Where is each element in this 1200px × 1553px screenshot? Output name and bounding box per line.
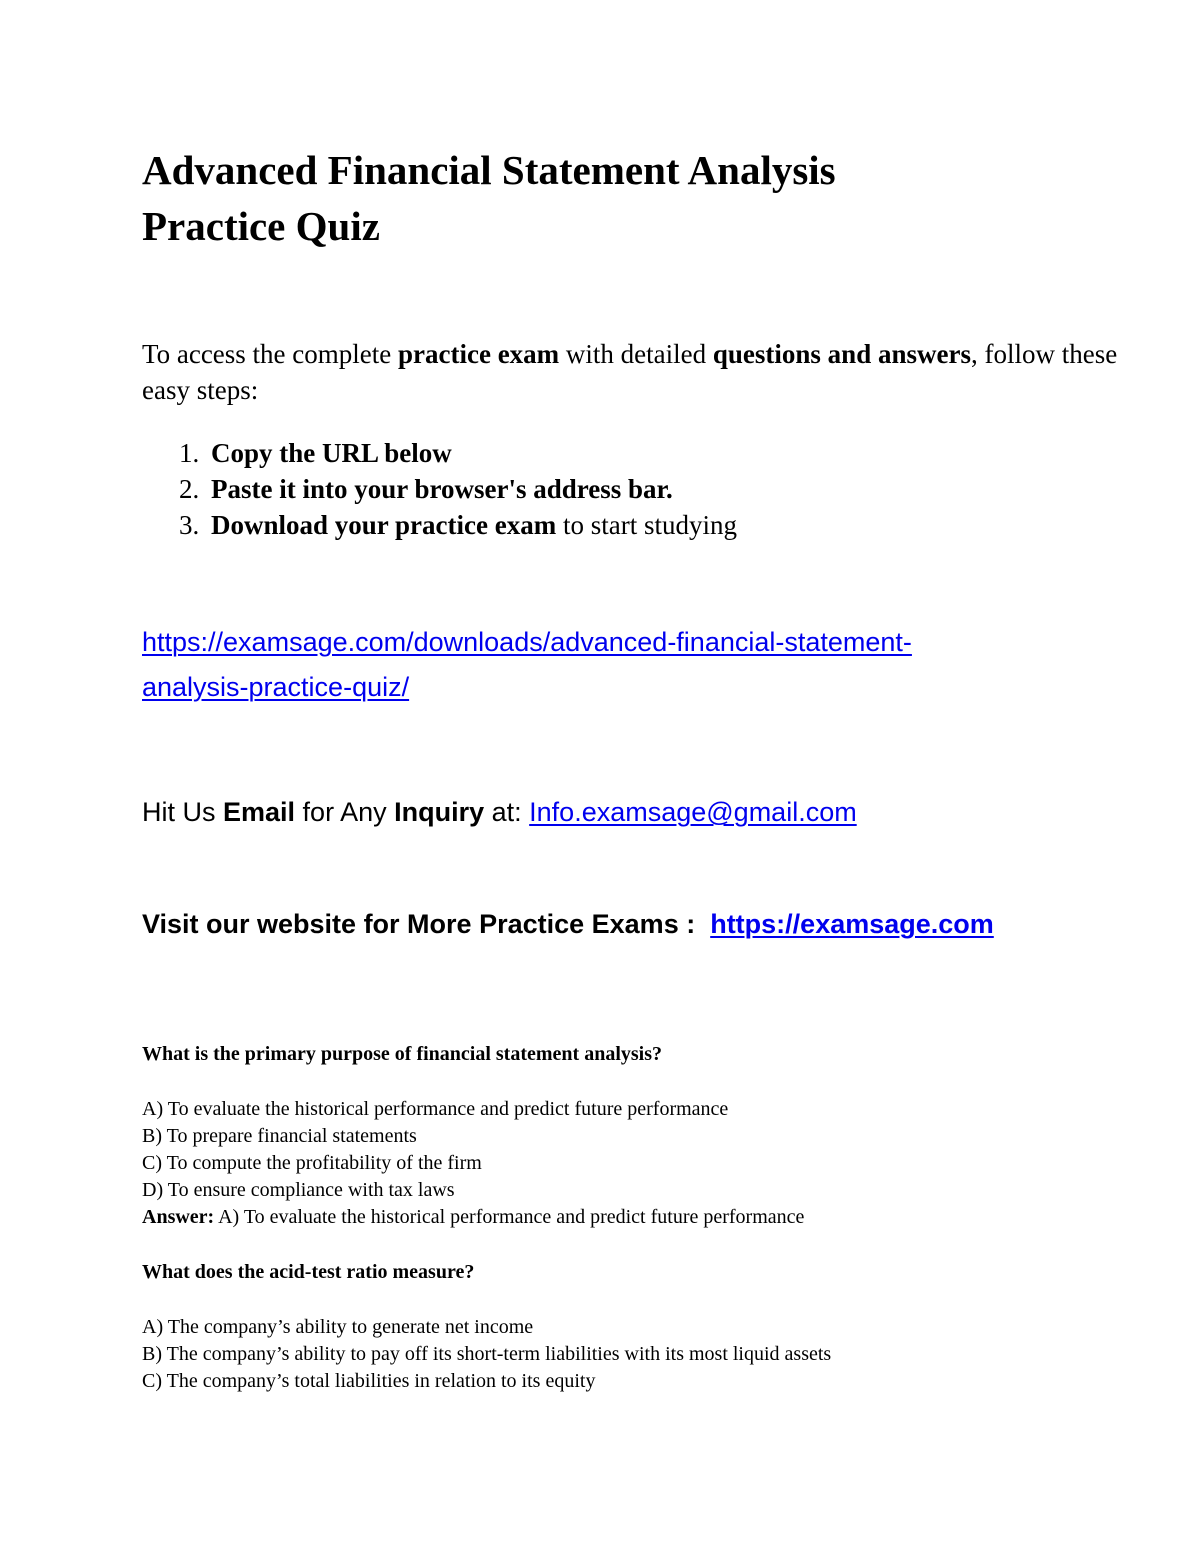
step-rest-text: to start studying bbox=[556, 510, 737, 540]
website-link[interactable]: https://examsage.com bbox=[710, 909, 994, 939]
visit-website-line bbox=[142, 904, 1142, 944]
option-d: D) To ensure compliance with tax laws bbox=[142, 1179, 455, 1201]
intro-paragraph bbox=[142, 336, 1122, 408]
option-a: A) To evaluate the historical performance and predict future performance bbox=[142, 1098, 729, 1120]
inquiry-line bbox=[142, 792, 1122, 832]
step-number: 2. bbox=[179, 474, 200, 504]
step-bold-text: Download your practice exam bbox=[211, 510, 557, 540]
step-number: 3. bbox=[179, 510, 200, 540]
download-url-link[interactable] bbox=[142, 627, 912, 702]
download-url-line-2: analysis-practice-quiz/ bbox=[142, 672, 410, 702]
download-url-line-1: https://examsage.com/downloads/advanced-financial-statement- bbox=[142, 627, 912, 657]
option-c: C) The company’s total liabilities in relation to its equity bbox=[142, 1370, 596, 1392]
option-b: B) To prepare financial statements bbox=[142, 1125, 417, 1147]
steps-list bbox=[142, 435, 1122, 543]
inquiry-bold-email: Email bbox=[223, 797, 296, 827]
title-line-2: Practice Quiz bbox=[142, 203, 380, 249]
step-bold-text: Paste it into your browser's address bar. bbox=[211, 474, 673, 504]
inquiry-bold-inquiry: Inquiry bbox=[394, 797, 485, 827]
document-title bbox=[142, 142, 1102, 254]
question-1-options bbox=[142, 1096, 1142, 1231]
answer-label: Answer: bbox=[142, 1206, 215, 1228]
answer-text: A) To evaluate the historical performance and predict future performance bbox=[214, 1206, 805, 1228]
inquiry-text-2: for Any bbox=[295, 797, 395, 827]
step-item bbox=[142, 435, 1122, 471]
download-url-paragraph bbox=[142, 620, 1102, 710]
inquiry-text-3: at: bbox=[484, 797, 530, 827]
inquiry-text-1: Hit Us bbox=[142, 797, 223, 827]
intro-text-2: with detailed bbox=[559, 339, 713, 369]
email-link[interactable]: Info.examsage@gmail.com bbox=[529, 797, 857, 827]
visit-text: Visit our website for More Practice Exams : bbox=[142, 909, 711, 939]
step-bold-text: Copy the URL below bbox=[211, 438, 452, 468]
step-item bbox=[142, 471, 1122, 507]
question-2-options bbox=[142, 1314, 1142, 1395]
option-a: A) The company’s ability to generate net income bbox=[142, 1316, 534, 1338]
option-c: C) To compute the profitability of the firm bbox=[142, 1152, 482, 1174]
answer-line bbox=[142, 1204, 1142, 1231]
step-number: 1. bbox=[179, 438, 200, 468]
intro-text-3: , follow these easy steps: bbox=[142, 339, 1118, 405]
question-1-text: What is the primary purpose of financial statement analysis? bbox=[142, 1043, 662, 1065]
intro-text-1: To access the complete bbox=[142, 339, 398, 369]
intro-bold-questions-answers: questions and answers bbox=[712, 339, 971, 369]
title-line-1: Advanced Financial Statement Analysis bbox=[142, 147, 836, 193]
option-b: B) The company’s ability to pay off its short-term liabilities with its most liquid assets bbox=[142, 1343, 832, 1365]
intro-bold-practice-exam: practice exam bbox=[398, 339, 560, 369]
step-item bbox=[142, 507, 1122, 543]
question-2-text: What does the acid-test ratio measure? bbox=[142, 1261, 475, 1283]
